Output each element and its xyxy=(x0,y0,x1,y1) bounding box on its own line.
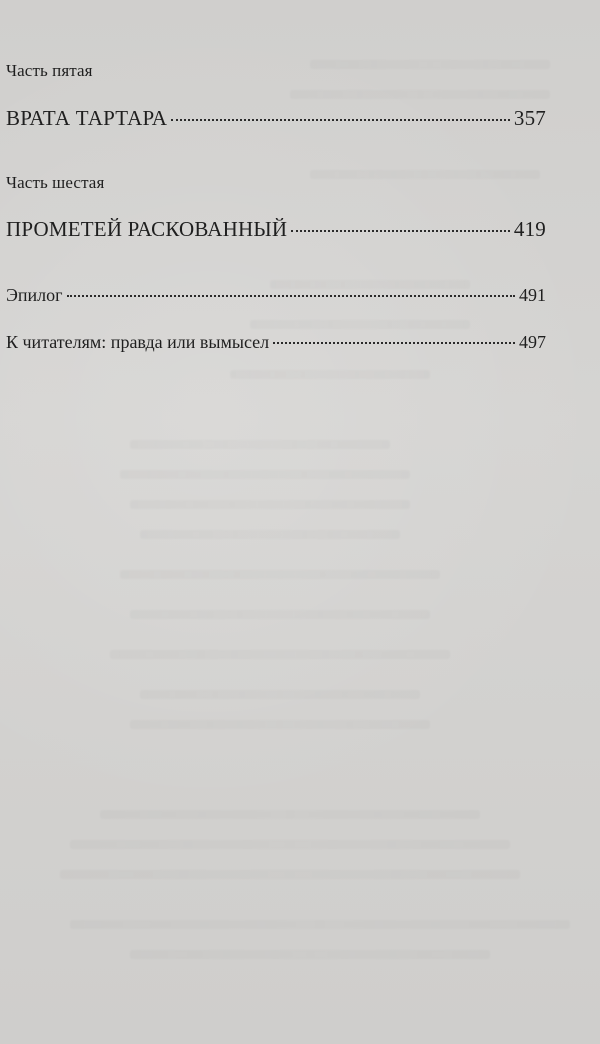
dot-leader xyxy=(291,230,510,232)
dot-leader xyxy=(273,342,515,344)
toc-entry-title: ПРОМЕТЕЙ РАСКОВАННЫЙ xyxy=(6,217,288,241)
toc-entry-page-number: 419 xyxy=(513,217,546,241)
part-five-label: Часть пятая xyxy=(6,61,93,80)
toc-entry-page-number: 357 xyxy=(513,106,546,130)
toc-entry-title: ВРАТА ТАРТАРА xyxy=(6,106,168,130)
toc-entry-page-number: 491 xyxy=(519,285,546,305)
toc-entry-part-six[interactable] xyxy=(6,216,546,242)
dot-leader xyxy=(67,295,515,297)
part-six-label: Часть шестая xyxy=(6,173,105,192)
toc-entry-title: К читателям: правда или вымысел xyxy=(6,332,270,352)
dot-leader xyxy=(171,119,510,121)
toc-entry-title: Эпилог xyxy=(6,285,63,305)
toc-entry-page-number: 497 xyxy=(519,332,546,352)
toc-entry-afterword[interactable] xyxy=(6,331,546,353)
toc-entry-epilogue[interactable] xyxy=(6,284,546,306)
toc-entry-part-five[interactable] xyxy=(6,105,546,131)
